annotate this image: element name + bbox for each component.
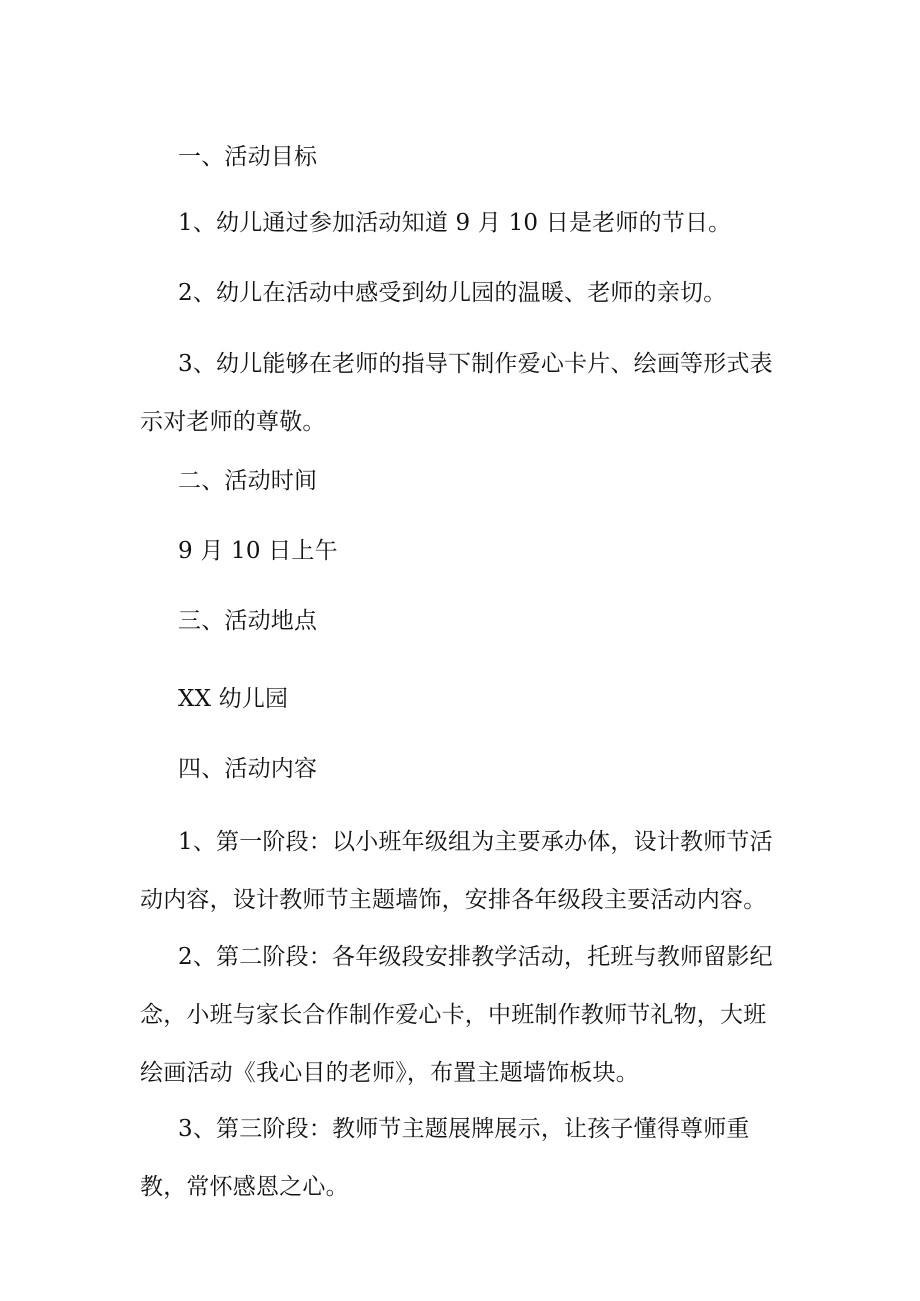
section-heading-time: 二、活动时间 [178, 468, 318, 494]
content-item-2: 2、第二阶段：各年级段安排教学活动，托班与教师留影纪念，小班与家长合作制作爱心卡，中班制作教师节礼物，大班绘画活动《我心目的老师》，布置主题墙饰板块。 [140, 944, 773, 1086]
section-heading-goals: 一、活动目标 [178, 144, 318, 170]
section-heading-content: 四、活动内容 [178, 756, 318, 782]
section-heading-location: 三、活动地点 [178, 608, 318, 634]
goal-item-3: 3、幼儿能够在老师的指导下制作爱心卡片、绘画等形式表示对老师的尊敬。 [140, 351, 773, 435]
content-item-3: 3、第三阶段：教师节主题展牌展示，让孩子懂得尊师重教，常怀感恩之心。 [140, 1116, 750, 1200]
goal-item-1: 1、幼儿通过参加活动知道 9 月 10 日是老师的节日。 [178, 210, 732, 236]
content-item-1: 1、第一阶段：以小班年级组为主要承办体，设计教师节活动内容，设计教师节主题墙饰，安排各年级段主要活动内容。 [140, 829, 773, 913]
activity-location: XX 幼儿园 [178, 686, 289, 712]
goal-item-2: 2、幼儿在活动中感受到幼儿园的温暖、老师的亲切。 [178, 280, 727, 306]
activity-time: 9 月 10 日上午 [178, 538, 338, 564]
